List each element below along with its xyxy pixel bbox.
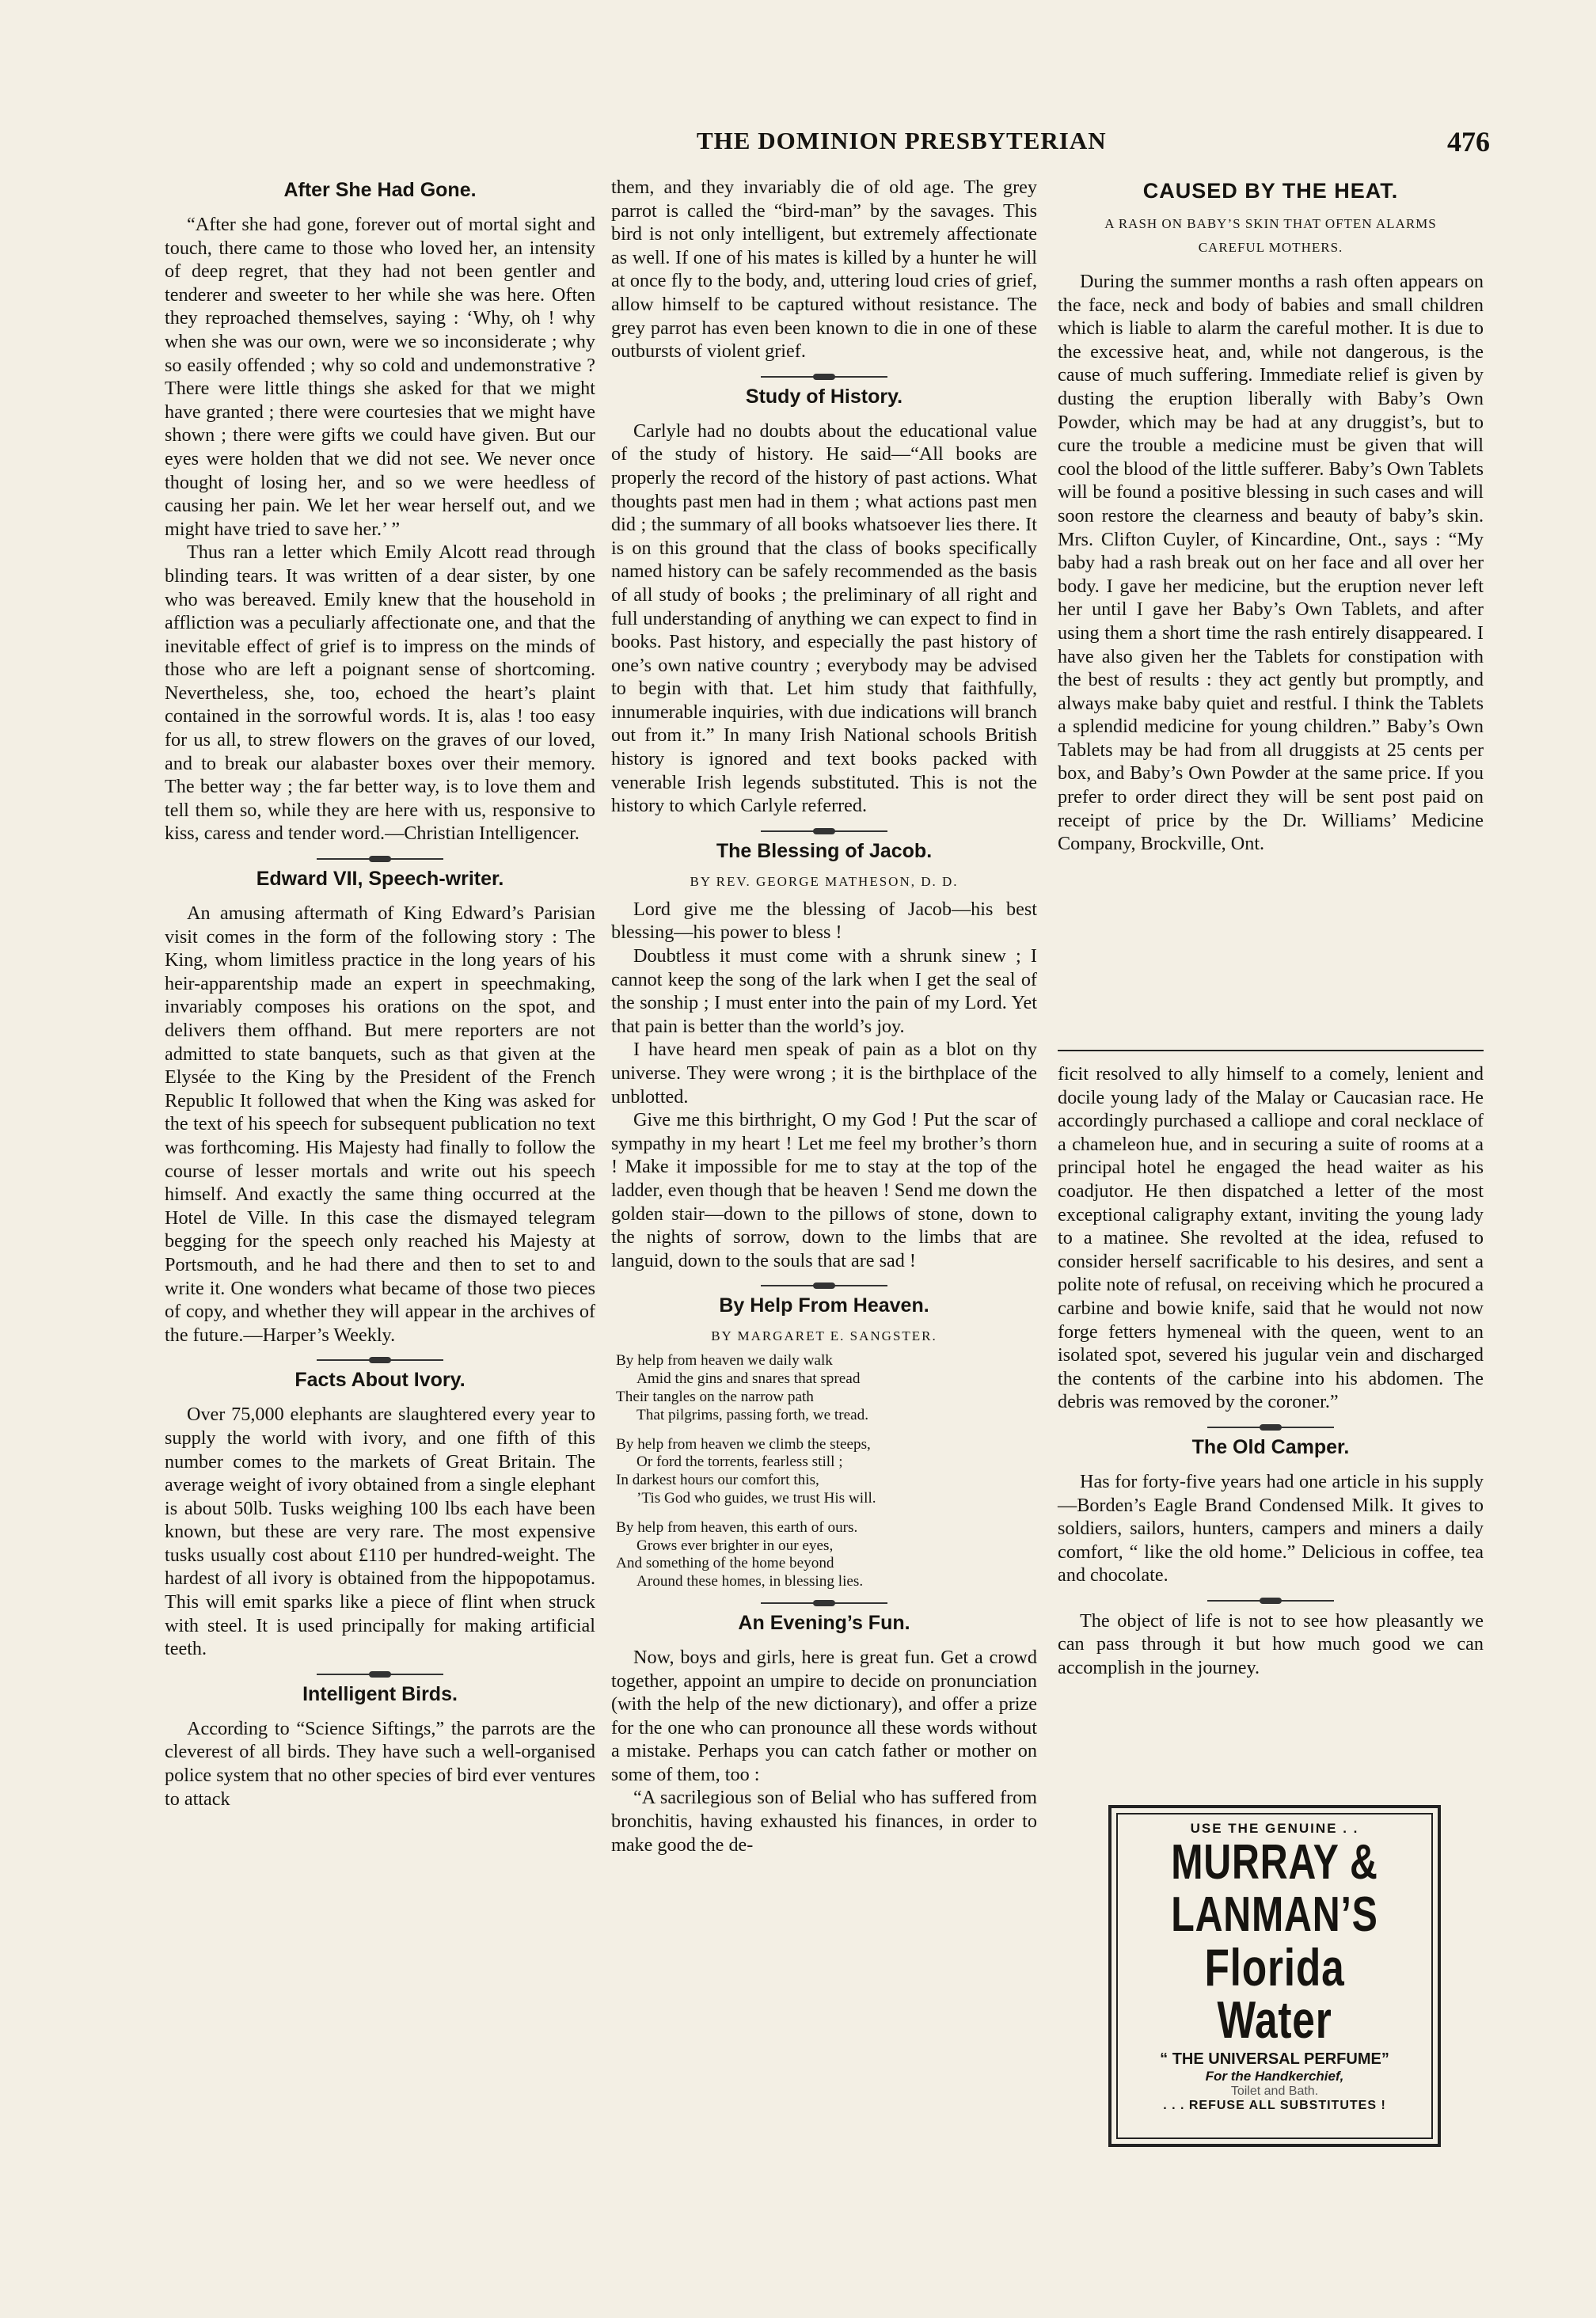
- ad-slogan: “ THE UNIVERSAL PERFUME”: [1160, 2050, 1389, 2068]
- old-camper-p1: Has for forty-five years had one article in his supply—Borden’s Eagle Brand Condensed Milk. It gives to soldiers, sailors, hunters, campers and miners a daily comfort, “ like the old home.” Delicious in coffee, tea and chocolate.: [1058, 1470, 1484, 1586]
- ad-brand-line-2: LANMAN’S: [1171, 1887, 1378, 1942]
- section-divider: [1207, 1600, 1334, 1602]
- caused-by-heat-subtitle-2: CAREFUL MOTHERS.: [1198, 240, 1343, 255]
- evenings-fun-title: An Evening’s Fun.: [738, 1611, 910, 1634]
- intelligent-birds-p1: According to “Science Siftings,” the parrots are the cleverest of all birds. They have such a well-organised police system that no other species of bird ever ventures to attack: [165, 1717, 595, 1810]
- poem-stanza: [616, 1519, 1037, 1591]
- edward-vii-p1: An amusing aftermath of King Edward’s Parisian visit comes in the form of the following story : The King, whom limitless practice in the long years of his heir-apparentship made an expert in speechmaking, invariably composes his orations on the spot, and delivers them offhand. But mere reporters are not admitted to state banquets, such as that given at the Elysée to the King by the President of the French Republic It followed that when the King was asked for the text of his speech for subsequent publication no text was forthcoming. His Majesty had finally to follow the course of lesser mortals and write out his speech himself. And exactly the same thing occurred at the Hotel de Ville. In this case the dismayed telegram begging for the speech only reached his Majesty at Portsmouth, and he had there and then to set to and write it. One wonders what became of those two pieces of copy, and whether they will appear in the archives of the future.—Harper’s Weekly.: [165, 902, 595, 1346]
- blessing-of-jacob-p4: Give me this birthright, O my God ! Put the scar of sympathy in my heart ! Let me feel my brother’s thorn ! Make it impossible for me to stay at the top of the ladder, even though that be heaven ! Send me down the golden stair—down to the pillows of stone, down to the nights of sorrow, down to the limbs that are languid, down to the souls that are sad !: [611, 1109, 1037, 1271]
- poem: [616, 1352, 1037, 1591]
- poem-line: ’Tis God who guides, we trust His will.: [636, 1489, 876, 1507]
- column-3: [1058, 176, 1484, 856]
- edward-vii-title: Edward VII, Speech-writer.: [256, 868, 504, 891]
- after-she-had-gone-p2: Thus ran a letter which Emily Alcott read through blinding tears. It was written of a dear sister, by one who was bereaved. Emily knew that the household in affliction was a peculiarly affectionate one, and that the inevitable effect of grief is to impress on the minds of those who are left a poignant sense of shortcoming. Nevertheless, she, too, echoed the heart’s plaint contained in the sorrowful words. It is, alas ! too easy for us all, to strew flowers on the graves of our loved, and to break our alabaster boxes over their memory. The better way ; the far better way, is to love them and tell them so, while they are here with us, responsive to kiss, caress and tender word.—Christian Intelligencer.: [165, 542, 595, 845]
- column-3-lower: [1058, 1040, 1484, 1680]
- caused-by-heat-title: CAUSED BY THE HEAT.: [1142, 179, 1399, 203]
- poem-line: In darkest hours our comfort this,: [616, 1472, 819, 1489]
- ad-toilet-bath: Toilet and Bath.: [1230, 2084, 1319, 2098]
- old-camper-title: The Old Camper.: [1191, 1435, 1350, 1458]
- evenings-fun-p2: “A sacrilegious son of Belial who has suffered from bronchitis, having exhausted his finances, in order to make good the de-: [611, 1787, 1037, 1856]
- section-divider: [761, 1602, 887, 1604]
- intelligent-birds-title: Intelligent Birds.: [302, 1682, 458, 1705]
- poem-stanza: [616, 1352, 1037, 1424]
- column-rule: [1058, 1050, 1484, 1051]
- poem-line: Or ford the torrents, fearless still ;: [636, 1454, 843, 1471]
- object-of-life: The object of life is not to see how pleasantly we can pass through it but how much good we can accomplish in the journey.: [1058, 1609, 1484, 1679]
- evenings-fun-continued: ficit resolved to ally himself to a comely, lenient and docile young lady of the Malay or Caucasian race. He accordingly purchased a calliope and coral necklace of a chameleon hue, and in securing a suite of rooms at a principal hotel he engaged the head waiter as his coadjutor. He then dispatched a letter of the most exceptional caligraphy extant, inviting the young lady to a matinee. She revolted at the idea, refused to consider herself sacrificable to his desires, and sent a polite note of refusal, on receiving which he procured a carbine and bowie knife, said that he would not now forge fetters hymeneal with the queen, went to an isolated spot, severed his jugular vein and discharged the contents of the carbine into his abdomen. The debris was removed by the coroner.”: [1058, 1063, 1484, 1413]
- blessing-of-jacob-p2: Doubtless it must come with a shrunk sinew ; I cannot keep the song of the lark when I get the seal of the sonship ; I must enter into the pain of my Lord. Yet that pain is better than the world’s joy.: [611, 945, 1037, 1037]
- blessing-of-jacob-title: The Blessing of Jacob.: [716, 839, 933, 862]
- running-head: THE DOMINION PRESBYTERIAN: [697, 127, 1107, 154]
- poem-line: Their tangles on the narrow path: [616, 1388, 814, 1405]
- evenings-fun-p1: Now, boys and girls, here is great fun. Get a crowd together, appoint an umpire to decide on pronunciation (with the help of the new dictionary), and offer a prize for the one who can pronounce all these words without a mistake. Perhaps you can catch father or mother on some of them, too :: [611, 1646, 1037, 1785]
- section-divider: [761, 376, 887, 378]
- after-she-had-gone-title: After She Had Gone.: [283, 179, 477, 201]
- ad-brand-line-1: MURRAY &: [1171, 1835, 1378, 1890]
- section-divider: [761, 830, 887, 832]
- ad-for-handkerchief: For the Handkerchief,: [1205, 2069, 1344, 2084]
- study-of-history-title: Study of History.: [745, 385, 903, 408]
- by-help-from-heaven-title: By Help From Heaven.: [719, 1294, 929, 1317]
- column-1: [165, 176, 595, 1811]
- florida-water-advertisement: [1108, 1805, 1441, 2147]
- facts-about-ivory-title: Facts About Ivory.: [294, 1369, 466, 1392]
- poem-line: By help from heaven we climb the steeps,: [616, 1435, 871, 1453]
- poem-line: That pilgrims, passing forth, we tread.: [636, 1406, 869, 1423]
- by-help-from-heaven-byline: BY MARGARET E. SANGSTER.: [711, 1328, 937, 1344]
- poem-line: By help from heaven, this earth of ours.: [616, 1518, 858, 1536]
- poem-line: Grows ever brighter in our eyes,: [636, 1537, 834, 1554]
- section-divider: [317, 1359, 443, 1361]
- study-of-history-p1: Carlyle had no doubts about the educational value of the study of history. He said—“All books are properly the record of the history of past actions. What thoughts past men had in them ; what actions past men did ; the summary of all books whatsoever lies there. It is on this ground that the class of books specifically named history can be safely recommended as the basis of all study of books ; the preliminary of all right and full understanding of anything we can expect to find in books. Past history, and especially the past history of one’s own native country ; everybody may be advised to begin with that. Let him study that faithfully, innumerable inquiries, with due indications will branch out from it.” In many Irish National schools British history is ignored and text books packed with venerable Irish legends substituted. This is not the history to which Carlyle referred.: [611, 420, 1037, 817]
- poem-stanza: [616, 1436, 1037, 1508]
- caused-by-heat-subtitle-1: A RASH ON BABY’S SKIN THAT OFTEN ALARMS: [1104, 216, 1437, 231]
- blessing-of-jacob-p3: I have heard men speak of pain as a blot on thy universe. They were wrong ; it is the birthplace of the unblotted.: [611, 1039, 1037, 1108]
- facts-about-ivory-p1: Over 75,000 elephants are slaughtered every year to supply the world with ivory, and one fifth of this number comes to the markets of Great Britain. The average weight of ivory obtained from a single elephant is about 50lb. Tusks weighing 100 lbs each have been known, but these are very rare. The most expensive tusks usually cost about £110 per hundred-weight. The hardest of all ivory is obtained from the hippopotamus. This will emit sparks like a piece of flint when struck with steel. It is used principally for making artificial teeth.: [165, 1404, 595, 1660]
- section-divider: [317, 1674, 443, 1675]
- blessing-of-jacob-p1: Lord give me the blessing of Jacob—his best blessing—his power to bless !: [611, 898, 1037, 944]
- column-2: [611, 176, 1037, 1856]
- ad-product-name: Florida Water: [1204, 1938, 1345, 2049]
- ad-use-genuine: USE THE GENUINE . .: [1190, 1821, 1359, 1836]
- ad-refuse-substitutes: . . . REFUSE ALL SUBSTITUTES !: [1163, 2099, 1386, 2112]
- caused-by-heat-p1: During the summer months a rash often appears on the face, neck and body of babies and small children which is liable to alarm the careful mother. It is due to the excessive heat, and, while not dangerous, is the cause of much suffering. Immediate relief is given by dusting the eruption liberally with Baby’s Own Powder, which may be had at any druggist’s, but to cure the trouble a medicine must be given that will cool the blood of the little sufferer. Baby’s Own Tablets will be found a positive blessing in such cases and will soon restore the clearness and beauty of baby’s skin. Mrs. Clifton Cuyler, of Kincardine, Ont., says : “My baby had a rash break out on her face and all over her body. I gave her medicine, but the eruption never left her until I gave her Baby’s Own Tablets, and after using them a short time the rash entirely disappeared. I have also given her the Tablets for constipation with the best of results : they act gently but promptly, and always make baby quiet and restful. I think the Tablets a splendid medicine for young children.” Baby’s Own Tablets may be had from all druggists at 25 cents per box, and Baby’s Own Powder at the same price. If you prefer to order direct they will be sent post paid on receipt of price by the Dr. Williams’ Medicine Company, Brockville, Ont.: [1058, 271, 1484, 855]
- blessing-of-jacob-byline: BY REV. GEORGE MATHESON, D. D.: [690, 873, 959, 889]
- section-divider: [1207, 1427, 1334, 1428]
- advertisement-frame: [1116, 1813, 1433, 2139]
- poem-line: Around these homes, in blessing lies.: [636, 1573, 864, 1590]
- birds-continued: them, and they invariably die of old age. The grey parrot is called the “bird-man” by the savages. This bird is not only intelligent, but extremely affectionate as well. If one of his mates is killed by a hunter he will at once fly to the body, and, uttering loud cries of grief, allow himself to be captured without resistance. The grey parrot has even been known to die in one of these outbursts of violent grief.: [611, 177, 1037, 363]
- after-she-had-gone-p1: “After she had gone, forever out of mortal sight and touch, there came to those who loved her, an intensity of deep regret, that they had not been gentler and tenderer and sweeter to her while she was here. Often they reproached themselves, saying : ‘Why, oh ! why when she was our own, were we so inconsiderate ; why so easily offended ; why so cold and undemonstrative ? There were little things she asked for that we might have granted ; there were courtesies that we might have shown ; there were gifts we could have given. But our eyes were holden that we did not see. We never once thought of losing her, and so we were heedless of causing her pain. We let her wear herself out, and we might have tried to save her.’ ”: [165, 214, 595, 540]
- poem-line: Amid the gins and snares that spread: [636, 1370, 861, 1388]
- poem-line: And something of the home beyond: [616, 1555, 834, 1572]
- poem-line: By help from heaven we daily walk: [616, 1352, 833, 1370]
- section-divider: [761, 1285, 887, 1286]
- section-divider: [317, 858, 443, 860]
- page-number: 476: [1447, 126, 1490, 158]
